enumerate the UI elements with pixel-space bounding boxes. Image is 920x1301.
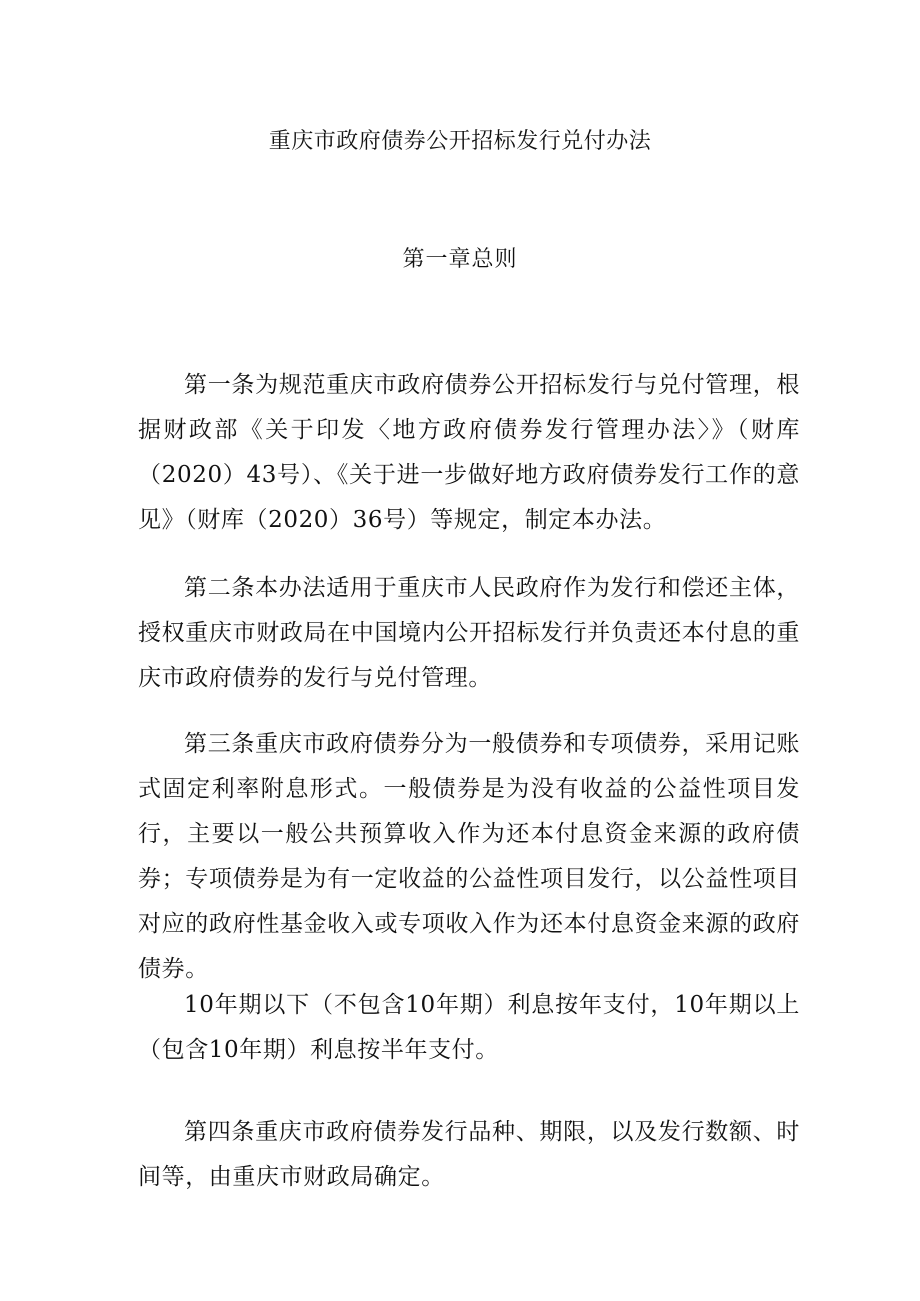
document-title: 重庆市政府债券公开招标发行兑付办法 bbox=[268, 129, 652, 154]
article-3-paragraph: 第三条重庆市政府债券分为一般债券和专项债券，采用记账式固定利率附息形式。一般债券是为没有收益的公益性项目发行，主要以一般公共预算收入作为还本付息资金来源的政府债券；专项债券是为有一定收益的公益性项目发行，以公益性项目对应的政府性基金收入或专项收入作为还本付息资金来源的政府债券。 bbox=[138, 731, 800, 982]
article-4-paragraph: 第四条重庆市政府债券发行品种、期限，以及发行数额、时间等，由重庆市财政局确定。 bbox=[138, 1119, 800, 1190]
article-1-paragraph: 第一条为规范重庆市政府债券公开招标发行与兑付管理，根据财政部《关于印发〈地方政府债券发行管理办法〉》（财库（2020）43号）、《关于进一步做好地方政府债券发行工作的意见》（财库（2020）36号）等规定，制定本办法。 bbox=[138, 372, 800, 533]
chapter-title: 第一章总则 bbox=[402, 247, 518, 272]
interest-payment-paragraph: 10年期以下（不包含10年期）利息按年支付，10年期以上（包含10年期）利息按半年支付。 bbox=[138, 992, 800, 1063]
article-2-paragraph: 第二条本办法适用于重庆市人民政府作为发行和偿还主体，授权重庆市财政局在中国境内公开招标发行并负责还本付息的重庆市政府债券的发行与兑付管理。 bbox=[138, 575, 800, 691]
